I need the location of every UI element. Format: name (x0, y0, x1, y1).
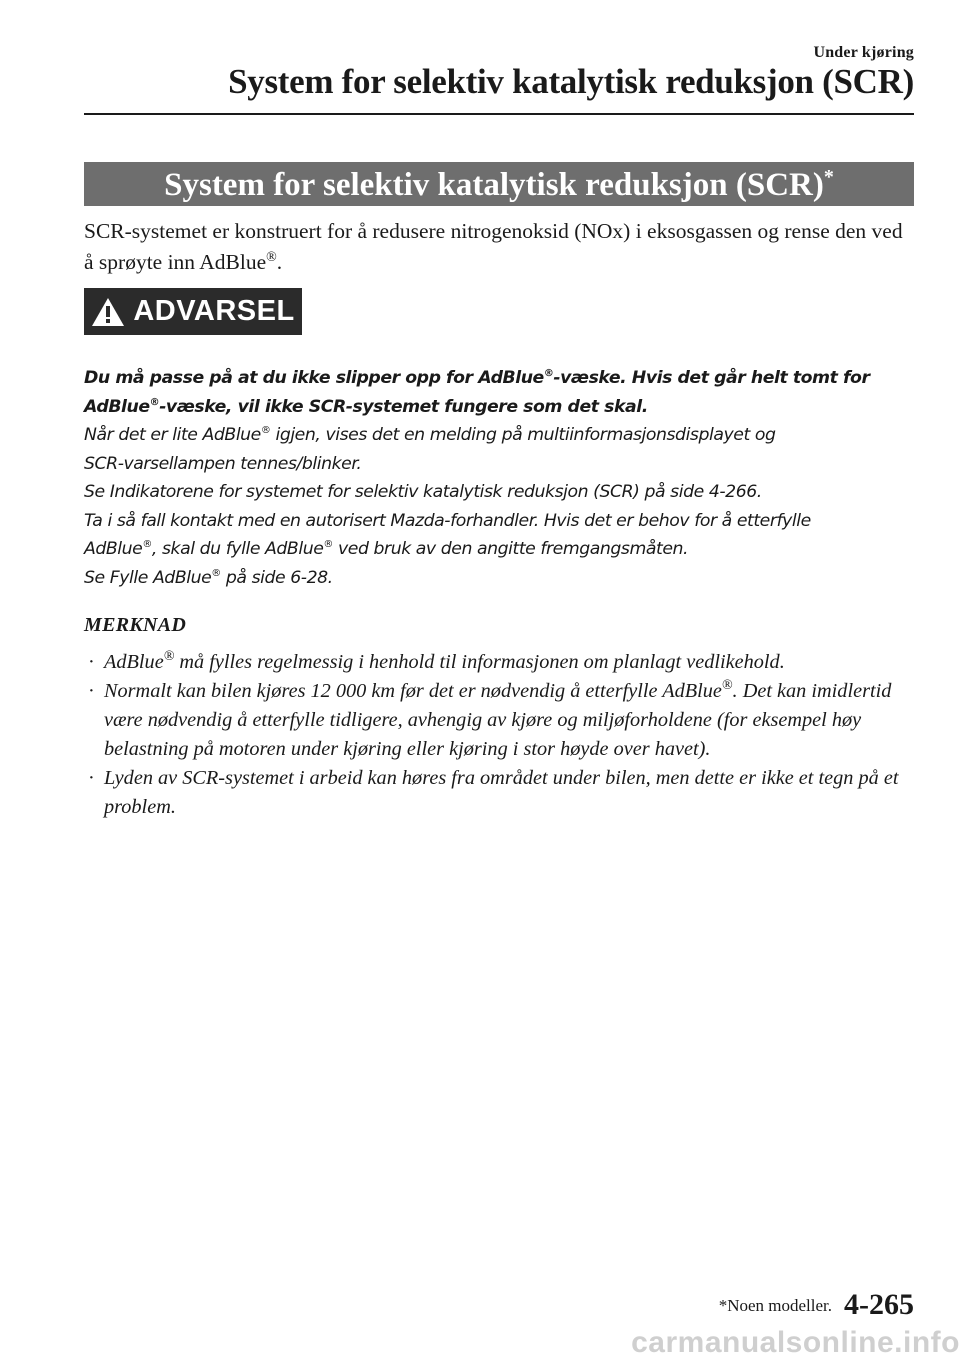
note-item: · AdBlue® må fylles regelmessig i henhold til informasjonen om planlagt vedlikehold. (84, 648, 924, 677)
bullet-icon: · (88, 767, 95, 789)
warning-triangle-icon (91, 297, 125, 327)
intro-paragraph: SCR-systemet er konstruert for å redusere nitrogenoksid (NOx) i eksosgassen og rense den ved å sprøyte inn AdBlue®. (84, 219, 903, 274)
warning-line: AdBlue®-væske, vil ikke SCR-systemet fungere som det skal. (84, 396, 648, 417)
models-asterisk: * (823, 166, 834, 188)
note-item: · Lyden av SCR-systemet i arbeid kan høres fra området under bilen, men dette er ikke et tegn på et problem. (84, 764, 924, 822)
warning-line: Se Fylle AdBlue® på side 6-28. (84, 567, 333, 588)
page-number: 4-265 (844, 1288, 914, 1321)
watermark: carmanualsonline.info (631, 1326, 960, 1359)
warning-badge (84, 288, 302, 335)
warning-line: AdBlue®, skal du fylle AdBlue® ved bruk av den angitte fremgangsmåten. (84, 539, 689, 559)
footnote: *Noen modeller. (718, 1296, 832, 1315)
running-header-title: System for selektiv katalytisk reduksjon (SCR) (228, 62, 914, 101)
bullet-icon: · (88, 651, 95, 673)
note-item: · Normalt kan bilen kjøres 12 000 km før det er nødvendig å etterfylle AdBlue®. Det kan imidlertid være nødvendig å etterfylle tidligere, avhengig av kjøre og miljøforholdene (for eksempel høy belastning på motoren under kjøring eller kjøring i stor høyde over havet). (88, 678, 892, 760)
header-rule (84, 113, 914, 115)
warning-line: Se Indikatorene for systemet for selektiv katalytisk reduksjon (SCR) på side 4-266. (84, 482, 762, 502)
section-title: System for selektiv katalytisk reduksjon (SCR) (164, 167, 824, 203)
section-title-banner (84, 162, 914, 206)
warning-label: ADVARSEL (133, 295, 295, 327)
warning-line: Når det er lite AdBlue® igjen, vises det en melding på multiinformasjonsdisplayet og (84, 425, 776, 445)
note-heading: MERKNAD (84, 614, 187, 636)
warning-line: Ta i så fall kontakt med en autorisert Mazda-forhandler. Hvis det er behov for å etterfylle (84, 510, 811, 531)
running-header-section: Under kjøring (813, 44, 914, 61)
warning-text (84, 364, 904, 592)
warning-line: SCR-varsellampen tennes/blinker. (84, 453, 362, 474)
warning-line: Du må passe på at du ikke slipper opp for AdBlue®-væske. Hvis det går helt tomt for (84, 368, 870, 388)
note-list (84, 648, 924, 822)
bullet-icon: · (88, 680, 95, 702)
